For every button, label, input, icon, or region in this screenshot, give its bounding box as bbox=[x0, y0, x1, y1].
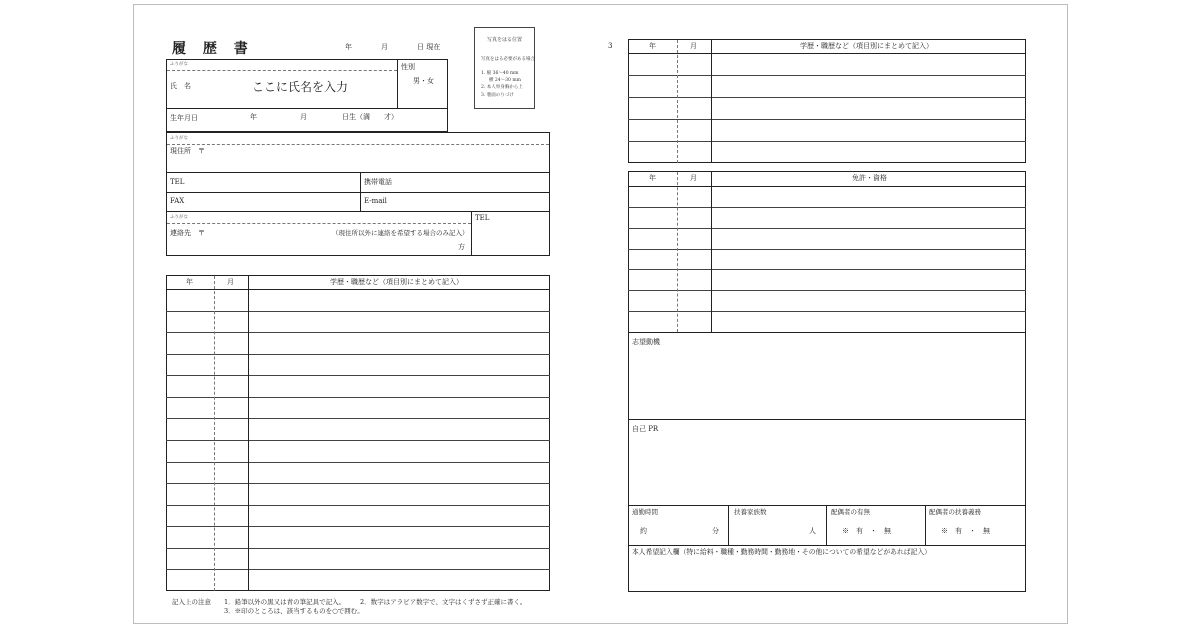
table-rule bbox=[628, 332, 1026, 333]
document-title: 履 歴 書 bbox=[172, 41, 254, 57]
table-row[interactable] bbox=[629, 208, 1025, 228]
photo-box-line: 3. 裏面のりづけ bbox=[481, 93, 514, 98]
table-row[interactable] bbox=[167, 290, 549, 311]
month-content-divider bbox=[711, 40, 712, 163]
year-month-divider bbox=[214, 276, 215, 591]
table-row[interactable] bbox=[167, 355, 549, 376]
photo-box-line: 横 24〜30 mm bbox=[489, 78, 521, 83]
contact-note: （現住所以外に連絡を希望する場合のみ記入） bbox=[332, 229, 469, 237]
birth-year-field[interactable]: 年 bbox=[250, 113, 257, 121]
name-furigana-label: ふりがな bbox=[170, 62, 188, 67]
table-row[interactable] bbox=[167, 463, 549, 484]
month-content-divider bbox=[248, 276, 249, 591]
history-month-header: 月 bbox=[227, 278, 234, 286]
birthdate-label: 生年月日 bbox=[170, 114, 198, 122]
table-row[interactable] bbox=[167, 333, 549, 354]
table-row[interactable] bbox=[167, 549, 549, 570]
tel-label[interactable]: TEL bbox=[170, 178, 185, 186]
history-right-content-header: 学歴・職歴など（項目別にまとめて記入） bbox=[800, 42, 933, 50]
date-month-label: 月 bbox=[381, 43, 388, 51]
table-row[interactable] bbox=[167, 484, 549, 505]
contact-address-label[interactable]: 連絡先 〒 bbox=[170, 229, 205, 237]
history-right-month-header: 月 bbox=[690, 42, 697, 50]
history-right-year-header: 年 bbox=[649, 42, 656, 50]
bottom-cell-divider bbox=[826, 506, 827, 545]
table-row[interactable] bbox=[629, 312, 1025, 332]
name-label: 氏 名 bbox=[170, 82, 191, 90]
spouse-label: 配偶者の有無 bbox=[831, 508, 870, 516]
birth-day-age-field[interactable]: 日生（満 才） bbox=[342, 113, 398, 121]
table-row[interactable] bbox=[629, 187, 1025, 207]
table-row[interactable] bbox=[167, 312, 549, 333]
contact-tel-label[interactable]: TEL bbox=[475, 214, 490, 222]
page-number: 3 bbox=[608, 42, 613, 50]
current-address-label[interactable]: 現住所 〒 bbox=[170, 147, 205, 155]
table-row[interactable] bbox=[629, 76, 1025, 97]
table-row[interactable] bbox=[629, 54, 1025, 75]
table-row[interactable] bbox=[629, 98, 1025, 119]
motivation-label[interactable]: 志望動機 bbox=[632, 338, 660, 346]
photo-box-line: 1. 縦 36〜40 mm bbox=[481, 71, 519, 76]
table-row[interactable] bbox=[629, 291, 1025, 311]
address-furigana-label: ふりがな bbox=[170, 136, 188, 141]
note-item: 3．※印のところは、該当するものを○で囲む。 bbox=[224, 607, 364, 615]
commute-label: 通勤時間 bbox=[632, 508, 658, 516]
table-row[interactable] bbox=[629, 229, 1025, 249]
self-pr-bottom-rule bbox=[628, 505, 1026, 506]
month-content-divider bbox=[711, 172, 712, 332]
note-item: 2．数字はアラビア数字で、文字はくずさず正確に書く。 bbox=[360, 598, 527, 606]
spouse-support-label: 配偶者の扶養義務 bbox=[929, 508, 981, 516]
history-content-header: 学歴・職歴など（項目別にまとめて記入） bbox=[330, 278, 463, 286]
dependents-unit[interactable]: 人 bbox=[809, 527, 816, 535]
table-row[interactable] bbox=[167, 506, 549, 527]
table-row[interactable] bbox=[629, 270, 1025, 290]
licenses-year-header: 年 bbox=[649, 174, 656, 182]
bottom-cell-divider bbox=[728, 506, 729, 545]
spouse-value[interactable]: ※ 有 ・ 無 bbox=[842, 527, 891, 535]
name-input[interactable]: ここに氏名を入力 bbox=[252, 80, 349, 94]
fax-label[interactable]: FAX bbox=[170, 197, 185, 205]
table-row[interactable] bbox=[629, 120, 1025, 141]
contact-suffix: 方 bbox=[458, 243, 465, 251]
table-row[interactable] bbox=[167, 570, 549, 591]
photo-box-line: 写真をはる必要がある場合 bbox=[481, 57, 535, 62]
table-row[interactable] bbox=[167, 441, 549, 462]
table-row[interactable] bbox=[167, 376, 549, 397]
year-month-divider bbox=[677, 172, 678, 332]
notes-label: 記入上の注意 bbox=[172, 598, 211, 606]
year-month-divider bbox=[677, 40, 678, 163]
gender-label: 性別 bbox=[401, 63, 415, 71]
photo-box-title: 写真をはる位置 bbox=[487, 37, 523, 43]
table-row[interactable] bbox=[167, 527, 549, 548]
address-section bbox=[166, 132, 550, 256]
table-row[interactable] bbox=[629, 142, 1025, 163]
motivation-bottom-rule bbox=[628, 419, 1026, 420]
spouse-support-value[interactable]: ※ 有 ・ 無 bbox=[941, 527, 990, 535]
bottom-cell-divider bbox=[925, 506, 926, 545]
wishes-label[interactable]: 本人希望記入欄（特に給料・職種・勤務時間・勤務地・その他についての希望などがあれば記入） bbox=[632, 548, 931, 556]
licenses-month-header: 月 bbox=[690, 174, 697, 182]
history-year-header: 年 bbox=[186, 278, 193, 286]
date-day-label: 日 現在 bbox=[417, 43, 441, 51]
dependents-label: 扶養家族数 bbox=[734, 508, 767, 516]
note-item: 1．鉛筆以外の黒又は青の筆記具で記入。 bbox=[224, 598, 346, 606]
licenses-content-header: 免許・資格 bbox=[852, 174, 887, 182]
photo-box-line: 2. 本人単身胸から上 bbox=[481, 85, 523, 90]
commute-unit: 分 bbox=[712, 527, 719, 535]
birth-month-field[interactable]: 月 bbox=[300, 113, 307, 121]
commute-value[interactable]: 約 bbox=[640, 527, 647, 535]
photo-placement-box[interactable] bbox=[474, 27, 535, 109]
table-row[interactable] bbox=[629, 250, 1025, 270]
gender-options[interactable]: 男・女 bbox=[413, 77, 434, 85]
table-row[interactable] bbox=[167, 398, 549, 419]
contact-furigana-label: ふりがな bbox=[170, 215, 188, 220]
self-pr-label[interactable]: 自己 PR bbox=[632, 425, 659, 433]
bottom-row-rule bbox=[628, 545, 1026, 546]
mobile-label[interactable]: 携帯電話 bbox=[364, 178, 392, 186]
email-label[interactable]: E-mail bbox=[364, 197, 387, 205]
date-year-label: 年 bbox=[345, 43, 352, 51]
table-row[interactable] bbox=[167, 419, 549, 440]
